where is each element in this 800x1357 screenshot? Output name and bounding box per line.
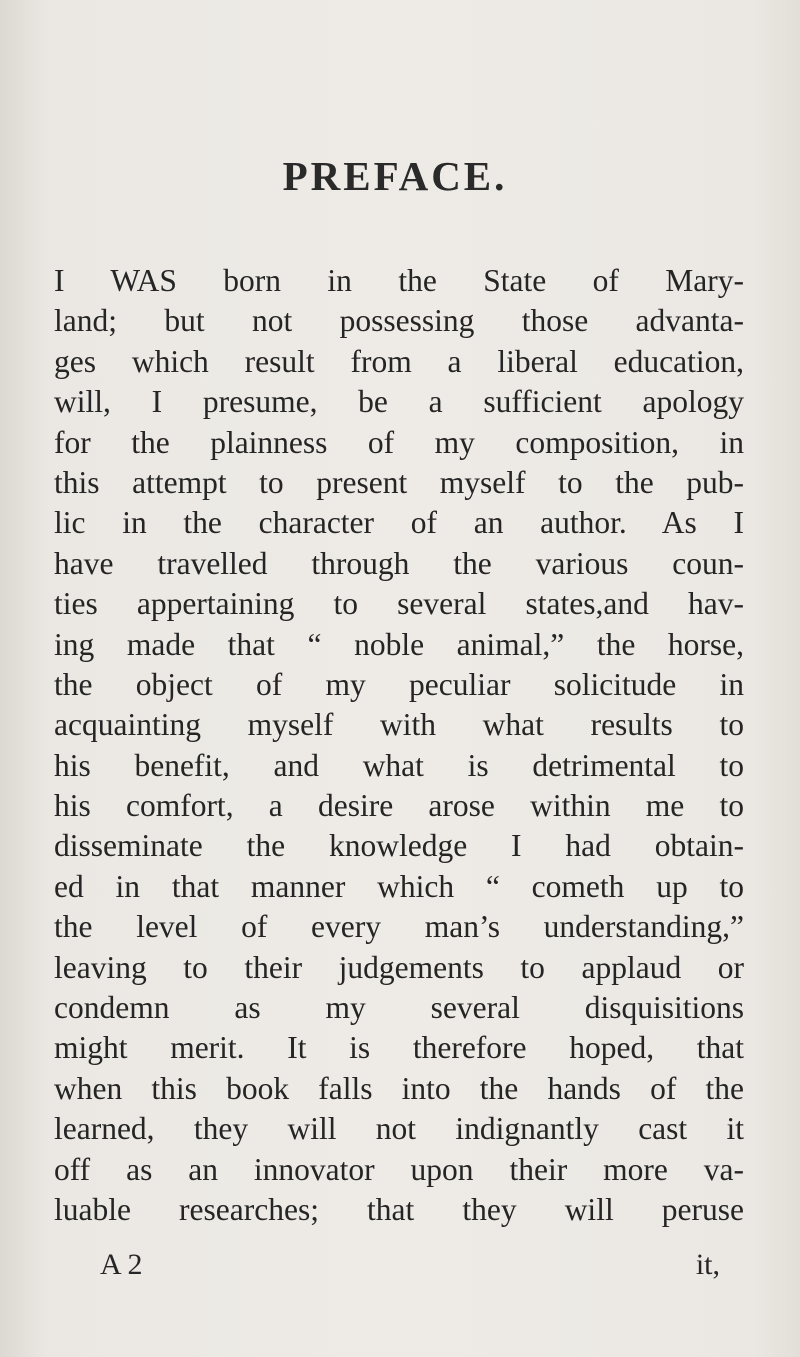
text-line: acquainting myself with what results to [54, 707, 744, 743]
text-line: might merit. It is therefore hoped, that [54, 1030, 744, 1066]
text-line: condemn as my several disquisitions [54, 990, 744, 1026]
text-line: for the plainness of my composition, in [54, 424, 744, 460]
text-line: will, I presume, be a sufficient apology [54, 384, 744, 420]
text-line: ing made that “ noble animal,” the horse, [54, 626, 744, 662]
text-line: this attempt to present myself to the pub- [54, 464, 744, 500]
text-line: leaving to their judgements to applaud or [54, 949, 744, 985]
page-heading: PREFACE. [282, 153, 508, 199]
text-line: the level of every man’s understanding,” [54, 909, 744, 945]
text-line: off as an innovator upon their more va- [54, 1151, 744, 1187]
text-line: lic in the character of an author. As I [54, 505, 744, 541]
text-line: when this book falls into the hands of the [54, 1070, 744, 1106]
text-line: I WAS born in the State of Mary- [54, 263, 744, 298]
text-line: his benefit, and what is detrimental to [54, 747, 744, 783]
text-line: disseminate the knowledge I had obtain- [54, 828, 744, 864]
text-line: the object of my peculiar solicitude in [54, 666, 744, 702]
text-line: land; but not possessing those advanta- [54, 303, 744, 339]
text-line: ed in that manner which “ cometh up to [54, 868, 744, 904]
preface-body [54, 261, 744, 1230]
catchword: it, [695, 1248, 720, 1281]
signature-mark: A 2 [100, 1248, 143, 1281]
text-line: his comfort, a desire arose within me to [54, 788, 744, 824]
text-line: learned, they will not indignantly cast it [54, 1111, 744, 1147]
text-line: ties appertaining to several states,and hav- [54, 586, 744, 622]
text-line: have travelled through the various coun- [54, 545, 744, 581]
text-line: ges which result from a liberal education, [54, 343, 744, 379]
page-footer [100, 1248, 720, 1288]
text-line: luable researches; that they will peruse [54, 1191, 744, 1227]
